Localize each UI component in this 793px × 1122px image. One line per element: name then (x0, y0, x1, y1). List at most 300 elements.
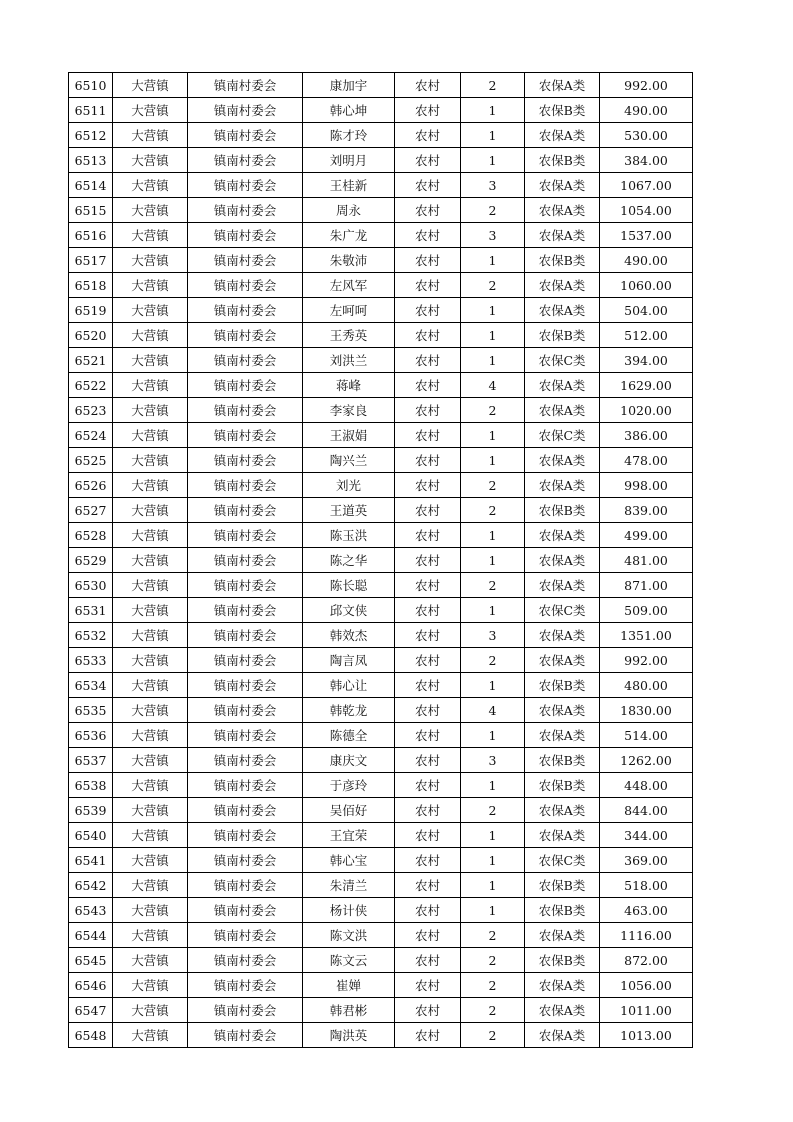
household-type-cell: 农村 (395, 448, 461, 473)
amount-cell: 509.00 (600, 598, 693, 623)
table-row (69, 1023, 693, 1048)
household-type-cell: 农村 (395, 348, 461, 373)
insurance-category-cell: 农保A类 (525, 448, 600, 473)
amount-cell: 1116.00 (600, 923, 693, 948)
amount-cell: 504.00 (600, 298, 693, 323)
household-type-cell: 农村 (395, 698, 461, 723)
name-cell: 韩心宝 (303, 848, 395, 873)
name-cell: 崔婵 (303, 973, 395, 998)
insurance-category-cell: 农保A类 (525, 73, 600, 98)
township-cell: 大营镇 (113, 1023, 188, 1048)
table-row (69, 123, 693, 148)
table-row (69, 373, 693, 398)
row-id-cell: 6514 (69, 173, 113, 198)
row-id-cell: 6541 (69, 848, 113, 873)
member-count-cell: 2 (461, 973, 525, 998)
row-id-cell: 6511 (69, 98, 113, 123)
member-count-cell: 2 (461, 998, 525, 1023)
name-cell: 蒋峰 (303, 373, 395, 398)
table-body (69, 73, 693, 1048)
table-row (69, 223, 693, 248)
member-count-cell: 1 (461, 823, 525, 848)
member-count-cell: 2 (461, 498, 525, 523)
amount-cell: 480.00 (600, 673, 693, 698)
row-id-cell: 6528 (69, 523, 113, 548)
household-type-cell: 农村 (395, 523, 461, 548)
table-row (69, 623, 693, 648)
township-cell: 大营镇 (113, 723, 188, 748)
township-cell: 大营镇 (113, 173, 188, 198)
insurance-category-cell: 农保B类 (525, 748, 600, 773)
insurance-category-cell: 农保A类 (525, 823, 600, 848)
household-type-cell: 农村 (395, 248, 461, 273)
household-type-cell: 农村 (395, 798, 461, 823)
table-row (69, 873, 693, 898)
village-committee-cell: 镇南村委会 (188, 523, 303, 548)
insurance-category-cell: 农保B类 (525, 323, 600, 348)
village-committee-cell: 镇南村委会 (188, 973, 303, 998)
row-id-cell: 6547 (69, 998, 113, 1023)
row-id-cell: 6518 (69, 273, 113, 298)
household-type-cell: 农村 (395, 73, 461, 98)
insurance-category-cell: 农保B类 (525, 898, 600, 923)
insurance-category-cell: 农保A类 (525, 973, 600, 998)
insurance-category-cell: 农保A类 (525, 548, 600, 573)
row-id-cell: 6523 (69, 398, 113, 423)
amount-cell: 514.00 (600, 723, 693, 748)
household-type-cell: 农村 (395, 223, 461, 248)
township-cell: 大营镇 (113, 998, 188, 1023)
amount-cell: 1537.00 (600, 223, 693, 248)
household-type-cell: 农村 (395, 423, 461, 448)
name-cell: 陈玉洪 (303, 523, 395, 548)
household-type-cell: 农村 (395, 548, 461, 573)
insurance-category-cell: 农保A类 (525, 223, 600, 248)
row-id-cell: 6530 (69, 573, 113, 598)
township-cell: 大营镇 (113, 948, 188, 973)
amount-cell: 871.00 (600, 573, 693, 598)
table-row (69, 398, 693, 423)
amount-cell: 992.00 (600, 73, 693, 98)
insurance-category-cell: 农保A类 (525, 998, 600, 1023)
household-type-cell: 农村 (395, 823, 461, 848)
insurance-category-cell: 农保A类 (525, 923, 600, 948)
name-cell: 康加宇 (303, 73, 395, 98)
amount-cell: 518.00 (600, 873, 693, 898)
member-count-cell: 2 (461, 948, 525, 973)
household-type-cell: 农村 (395, 848, 461, 873)
row-id-cell: 6524 (69, 423, 113, 448)
township-cell: 大营镇 (113, 223, 188, 248)
row-id-cell: 6517 (69, 248, 113, 273)
insurance-category-cell: 农保B类 (525, 248, 600, 273)
insurance-category-cell: 农保B类 (525, 148, 600, 173)
table-row (69, 573, 693, 598)
household-type-cell: 农村 (395, 123, 461, 148)
household-type-cell: 农村 (395, 748, 461, 773)
table-row (69, 998, 693, 1023)
row-id-cell: 6512 (69, 123, 113, 148)
amount-cell: 369.00 (600, 848, 693, 873)
village-committee-cell: 镇南村委会 (188, 948, 303, 973)
insurance-category-cell: 农保A类 (525, 123, 600, 148)
member-count-cell: 4 (461, 698, 525, 723)
village-committee-cell: 镇南村委会 (188, 598, 303, 623)
amount-cell: 512.00 (600, 323, 693, 348)
name-cell: 朱敬沛 (303, 248, 395, 273)
insurance-category-cell: 农保B类 (525, 948, 600, 973)
row-id-cell: 6519 (69, 298, 113, 323)
township-cell: 大营镇 (113, 148, 188, 173)
member-count-cell: 1 (461, 673, 525, 698)
village-committee-cell: 镇南村委会 (188, 748, 303, 773)
village-committee-cell: 镇南村委会 (188, 773, 303, 798)
township-cell: 大营镇 (113, 898, 188, 923)
name-cell: 刘光 (303, 473, 395, 498)
table-row (69, 273, 693, 298)
village-committee-cell: 镇南村委会 (188, 298, 303, 323)
member-count-cell: 2 (461, 473, 525, 498)
village-committee-cell: 镇南村委会 (188, 698, 303, 723)
member-count-cell: 2 (461, 798, 525, 823)
village-committee-cell: 镇南村委会 (188, 798, 303, 823)
table-row (69, 598, 693, 623)
name-cell: 杨计侠 (303, 898, 395, 923)
household-type-cell: 农村 (395, 598, 461, 623)
row-id-cell: 6543 (69, 898, 113, 923)
name-cell: 王宜荣 (303, 823, 395, 848)
village-committee-cell: 镇南村委会 (188, 223, 303, 248)
name-cell: 朱广龙 (303, 223, 395, 248)
household-type-cell: 农村 (395, 948, 461, 973)
township-cell: 大营镇 (113, 598, 188, 623)
member-count-cell: 2 (461, 198, 525, 223)
household-type-cell: 农村 (395, 723, 461, 748)
table-row (69, 548, 693, 573)
township-cell: 大营镇 (113, 473, 188, 498)
village-committee-cell: 镇南村委会 (188, 273, 303, 298)
member-count-cell: 1 (461, 348, 525, 373)
village-committee-cell: 镇南村委会 (188, 123, 303, 148)
name-cell: 刘洪兰 (303, 348, 395, 373)
table-row (69, 498, 693, 523)
row-id-cell: 6535 (69, 698, 113, 723)
township-cell: 大营镇 (113, 573, 188, 598)
township-cell: 大营镇 (113, 248, 188, 273)
name-cell: 陶言凤 (303, 648, 395, 673)
village-committee-cell: 镇南村委会 (188, 173, 303, 198)
village-committee-cell: 镇南村委会 (188, 98, 303, 123)
insurance-category-cell: 农保B类 (525, 98, 600, 123)
household-type-cell: 农村 (395, 398, 461, 423)
row-id-cell: 6531 (69, 598, 113, 623)
village-committee-cell: 镇南村委会 (188, 873, 303, 898)
table-row (69, 523, 693, 548)
name-cell: 陈德全 (303, 723, 395, 748)
row-id-cell: 6534 (69, 673, 113, 698)
name-cell: 陈才玲 (303, 123, 395, 148)
village-committee-cell: 镇南村委会 (188, 1023, 303, 1048)
name-cell: 韩效杰 (303, 623, 395, 648)
table-row (69, 673, 693, 698)
village-committee-cell: 镇南村委会 (188, 823, 303, 848)
amount-cell: 1830.00 (600, 698, 693, 723)
member-count-cell: 1 (461, 873, 525, 898)
member-count-cell: 1 (461, 423, 525, 448)
row-id-cell: 6527 (69, 498, 113, 523)
village-committee-cell: 镇南村委会 (188, 648, 303, 673)
insurance-category-cell: 农保C类 (525, 598, 600, 623)
member-count-cell: 3 (461, 623, 525, 648)
amount-cell: 1056.00 (600, 973, 693, 998)
household-type-cell: 农村 (395, 298, 461, 323)
household-type-cell: 农村 (395, 323, 461, 348)
table-row (69, 423, 693, 448)
amount-cell: 1013.00 (600, 1023, 693, 1048)
household-type-cell: 农村 (395, 373, 461, 398)
name-cell: 于彦玲 (303, 773, 395, 798)
amount-cell: 844.00 (600, 798, 693, 823)
township-cell: 大营镇 (113, 373, 188, 398)
row-id-cell: 6539 (69, 798, 113, 823)
village-committee-cell: 镇南村委会 (188, 998, 303, 1023)
household-type-cell: 农村 (395, 673, 461, 698)
member-count-cell: 4 (461, 373, 525, 398)
insurance-category-cell: 农保A类 (525, 573, 600, 598)
village-committee-cell: 镇南村委会 (188, 248, 303, 273)
member-count-cell: 2 (461, 1023, 525, 1048)
township-cell: 大营镇 (113, 273, 188, 298)
insurance-category-cell: 农保C类 (525, 423, 600, 448)
name-cell: 康庆文 (303, 748, 395, 773)
name-cell: 左风军 (303, 273, 395, 298)
row-id-cell: 6548 (69, 1023, 113, 1048)
table-row (69, 798, 693, 823)
insurance-category-cell: 农保A类 (525, 698, 600, 723)
member-count-cell: 2 (461, 73, 525, 98)
row-id-cell: 6515 (69, 198, 113, 223)
village-committee-cell: 镇南村委会 (188, 73, 303, 98)
row-id-cell: 6545 (69, 948, 113, 973)
row-id-cell: 6513 (69, 148, 113, 173)
insurance-category-cell: 农保C类 (525, 348, 600, 373)
name-cell: 朱清兰 (303, 873, 395, 898)
household-type-cell: 农村 (395, 998, 461, 1023)
village-committee-cell: 镇南村委会 (188, 623, 303, 648)
name-cell: 王秀英 (303, 323, 395, 348)
amount-cell: 1067.00 (600, 173, 693, 198)
table-row (69, 698, 693, 723)
village-committee-cell: 镇南村委会 (188, 423, 303, 448)
member-count-cell: 1 (461, 848, 525, 873)
table-row (69, 723, 693, 748)
table-row (69, 848, 693, 873)
township-cell: 大营镇 (113, 123, 188, 148)
insurance-category-cell: 农保A类 (525, 523, 600, 548)
amount-cell: 1060.00 (600, 273, 693, 298)
insurance-category-cell: 农保A类 (525, 623, 600, 648)
row-id-cell: 6522 (69, 373, 113, 398)
township-cell: 大营镇 (113, 773, 188, 798)
member-count-cell: 1 (461, 448, 525, 473)
village-committee-cell: 镇南村委会 (188, 573, 303, 598)
member-count-cell: 3 (461, 748, 525, 773)
amount-cell: 872.00 (600, 948, 693, 973)
row-id-cell: 6529 (69, 548, 113, 573)
row-id-cell: 6520 (69, 323, 113, 348)
household-type-cell: 农村 (395, 98, 461, 123)
insurance-category-cell: 农保A类 (525, 373, 600, 398)
insurance-category-cell: 农保A类 (525, 173, 600, 198)
village-committee-cell: 镇南村委会 (188, 923, 303, 948)
amount-cell: 839.00 (600, 498, 693, 523)
household-type-cell: 农村 (395, 148, 461, 173)
name-cell: 韩心坤 (303, 98, 395, 123)
household-type-cell: 农村 (395, 923, 461, 948)
member-count-cell: 1 (461, 98, 525, 123)
row-id-cell: 6516 (69, 223, 113, 248)
amount-cell: 1351.00 (600, 623, 693, 648)
member-count-cell: 2 (461, 648, 525, 673)
table-row (69, 898, 693, 923)
name-cell: 陶洪英 (303, 1023, 395, 1048)
village-committee-cell: 镇南村委会 (188, 548, 303, 573)
member-count-cell: 2 (461, 398, 525, 423)
amount-cell: 394.00 (600, 348, 693, 373)
table-row (69, 348, 693, 373)
member-count-cell: 1 (461, 298, 525, 323)
member-count-cell: 3 (461, 223, 525, 248)
name-cell: 韩君彬 (303, 998, 395, 1023)
household-type-cell: 农村 (395, 873, 461, 898)
village-committee-cell: 镇南村委会 (188, 148, 303, 173)
village-committee-cell: 镇南村委会 (188, 448, 303, 473)
township-cell: 大营镇 (113, 448, 188, 473)
township-cell: 大营镇 (113, 198, 188, 223)
name-cell: 陈文云 (303, 948, 395, 973)
row-id-cell: 6540 (69, 823, 113, 848)
table-row (69, 298, 693, 323)
table-row (69, 473, 693, 498)
table-row (69, 923, 693, 948)
table-row (69, 98, 693, 123)
insurance-category-cell: 农保A类 (525, 798, 600, 823)
row-id-cell: 6521 (69, 348, 113, 373)
row-id-cell: 6546 (69, 973, 113, 998)
township-cell: 大营镇 (113, 973, 188, 998)
insurance-category-cell: 农保A类 (525, 273, 600, 298)
table-row (69, 323, 693, 348)
table-row (69, 448, 693, 473)
village-committee-cell: 镇南村委会 (188, 348, 303, 373)
amount-cell: 1054.00 (600, 198, 693, 223)
member-count-cell: 1 (461, 598, 525, 623)
village-committee-cell: 镇南村委会 (188, 398, 303, 423)
township-cell: 大营镇 (113, 298, 188, 323)
amount-cell: 998.00 (600, 473, 693, 498)
township-cell: 大营镇 (113, 398, 188, 423)
name-cell: 陈文洪 (303, 923, 395, 948)
member-count-cell: 3 (461, 173, 525, 198)
table-row (69, 148, 693, 173)
amount-cell: 499.00 (600, 523, 693, 548)
township-cell: 大营镇 (113, 923, 188, 948)
village-committee-cell: 镇南村委会 (188, 198, 303, 223)
table-row (69, 948, 693, 973)
township-cell: 大营镇 (113, 423, 188, 448)
township-cell: 大营镇 (113, 798, 188, 823)
household-type-cell: 农村 (395, 198, 461, 223)
table-row (69, 198, 693, 223)
township-cell: 大营镇 (113, 323, 188, 348)
member-count-cell: 1 (461, 323, 525, 348)
name-cell: 陈长聪 (303, 573, 395, 598)
table-row (69, 248, 693, 273)
township-cell: 大营镇 (113, 623, 188, 648)
insurance-category-cell: 农保A类 (525, 298, 600, 323)
household-type-cell: 农村 (395, 1023, 461, 1048)
row-id-cell: 6542 (69, 873, 113, 898)
member-count-cell: 2 (461, 573, 525, 598)
amount-cell: 384.00 (600, 148, 693, 173)
township-cell: 大营镇 (113, 748, 188, 773)
village-committee-cell: 镇南村委会 (188, 498, 303, 523)
household-type-cell: 农村 (395, 573, 461, 598)
row-id-cell: 6538 (69, 773, 113, 798)
member-count-cell: 1 (461, 898, 525, 923)
village-committee-cell: 镇南村委会 (188, 473, 303, 498)
village-committee-cell: 镇南村委会 (188, 373, 303, 398)
insurance-category-cell: 农保B类 (525, 773, 600, 798)
table-row (69, 748, 693, 773)
table-row (69, 73, 693, 98)
amount-cell: 481.00 (600, 548, 693, 573)
row-id-cell: 6526 (69, 473, 113, 498)
amount-cell: 1262.00 (600, 748, 693, 773)
township-cell: 大营镇 (113, 673, 188, 698)
insurance-category-cell: 农保B类 (525, 498, 600, 523)
township-cell: 大营镇 (113, 848, 188, 873)
amount-cell: 344.00 (600, 823, 693, 848)
member-count-cell: 1 (461, 148, 525, 173)
member-count-cell: 1 (461, 723, 525, 748)
name-cell: 左呵呵 (303, 298, 395, 323)
row-id-cell: 6532 (69, 623, 113, 648)
table-row (69, 648, 693, 673)
household-type-cell: 农村 (395, 498, 461, 523)
township-cell: 大营镇 (113, 873, 188, 898)
household-type-cell: 农村 (395, 648, 461, 673)
amount-cell: 478.00 (600, 448, 693, 473)
row-id-cell: 6525 (69, 448, 113, 473)
amount-cell: 490.00 (600, 248, 693, 273)
amount-cell: 490.00 (600, 98, 693, 123)
insurance-category-cell: 农保A类 (525, 398, 600, 423)
insurance-category-cell: 农保B类 (525, 673, 600, 698)
village-committee-cell: 镇南村委会 (188, 723, 303, 748)
row-id-cell: 6544 (69, 923, 113, 948)
amount-cell: 448.00 (600, 773, 693, 798)
name-cell: 陶兴兰 (303, 448, 395, 473)
table-row (69, 773, 693, 798)
subsidy-table (68, 72, 693, 1048)
table-row (69, 973, 693, 998)
row-id-cell: 6536 (69, 723, 113, 748)
amount-cell: 386.00 (600, 423, 693, 448)
insurance-category-cell: 农保B类 (525, 873, 600, 898)
township-cell: 大营镇 (113, 523, 188, 548)
amount-cell: 1011.00 (600, 998, 693, 1023)
